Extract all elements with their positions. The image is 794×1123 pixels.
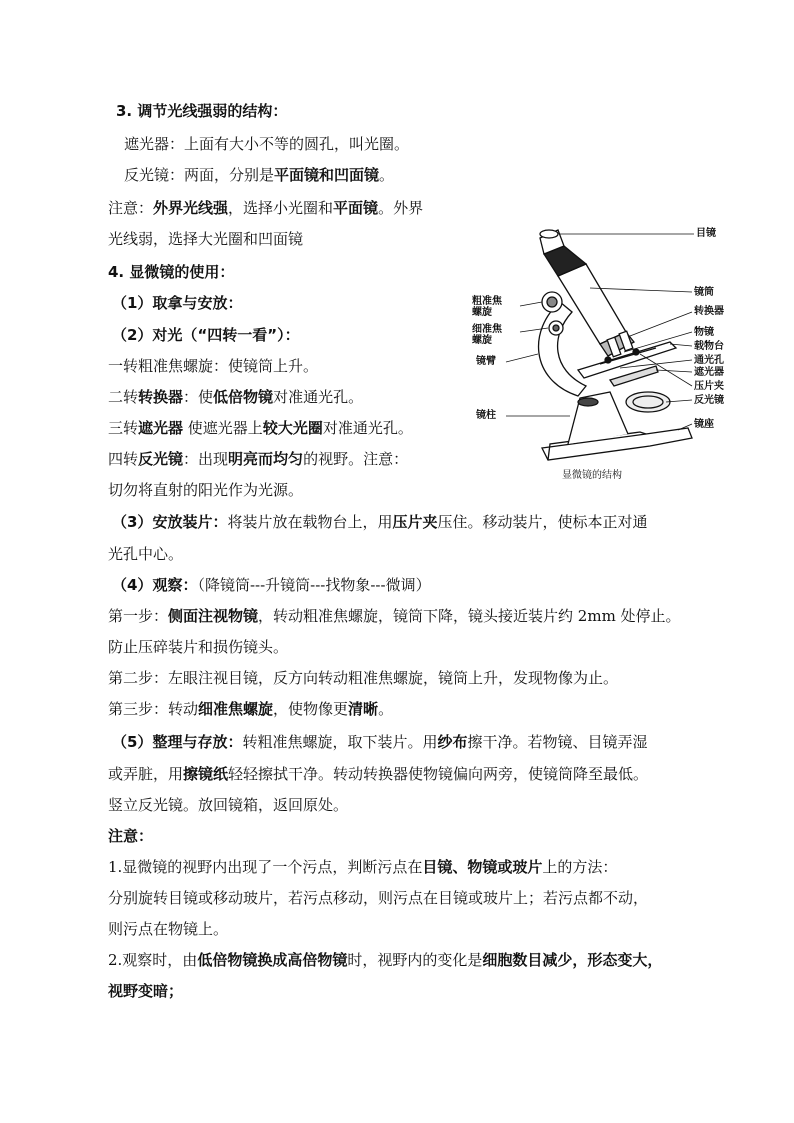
light-note-cont: 光线弱，选择大光圈和凹面镜	[108, 230, 304, 248]
turn-4-cont: 切勿将直射的阳光作为光源。	[108, 481, 304, 499]
microscope-figure	[460, 220, 750, 490]
figure-caption: 显微镜的结构	[562, 470, 622, 481]
note-1: 1.显微镜的视野内出现了一个污点，判断污点在目镜、物镜或玻片上的方法：	[108, 858, 618, 876]
step-3-cont: 光孔中心。	[108, 545, 184, 563]
label-eyepiece: 目镜	[696, 228, 716, 239]
label-stage: 载物台	[694, 341, 724, 352]
label-coarse-focus: 粗准焦 螺旋	[472, 296, 502, 318]
step-5-cont-2: 竖立反光镜。放回镜箱，返回原处。	[108, 796, 349, 814]
label-light-hole: 通光孔	[694, 355, 724, 366]
step-5-cont: 或弄脏，用擦镜纸轻轻擦拭干净。转动转换器使物镜偏向两旁，使镜筒降至最低。	[108, 765, 649, 783]
label-fine-focus: 细准焦 螺旋	[472, 324, 502, 346]
observe-step-2: 第二步：左眼注视目镜，反方向转动粗准焦螺旋，镜筒上升，发现物像为止。	[108, 669, 619, 687]
observe-step-1: 第一步：侧面注视物镜，转动粗准焦螺旋，镜筒下降，镜头接近装片约 2mm 处停止。	[108, 607, 681, 625]
step-1-title: （1）取拿与安放：	[112, 294, 243, 312]
section-3-title: 3. 调节光线强弱的结构：	[116, 102, 288, 120]
label-pillar: 镜柱	[476, 410, 496, 421]
step-3: （3）安放装片：将装片放在载物台上，用压片夹压住。移动装片，使标本正对通	[112, 513, 648, 531]
mirror-text: 反光镜：两面，分别是平面镜和凹面镜。	[124, 166, 395, 184]
label-nosepiece: 转换器	[694, 306, 724, 317]
step-5: （5）整理与存放：转粗准焦螺旋，取下装片。用纱布擦干净。若物镜、目镜弄湿	[112, 733, 648, 751]
observe-step-1-cont: 防止压碎装片和损伤镜头。	[108, 638, 289, 656]
diaphragm-text: 遮光器：上面有大小不等的圆孔，叫光圈。	[124, 135, 410, 153]
turn-4: 四转反光镜：出现明亮而均匀的视野。注意：	[108, 450, 409, 468]
observe-step-3: 第三步：转动细准焦螺旋，使物像更清晰。	[108, 700, 394, 718]
label-clip: 压片夹	[694, 381, 724, 392]
step-2-title: （2）对光（“四转一看”）：	[112, 326, 300, 344]
section-4-title: 4. 显微镜的使用：	[108, 263, 235, 281]
note-2-cont: 视野变暗；	[108, 982, 184, 1000]
label-mirror: 反光镜	[694, 395, 724, 406]
label-arm: 镜臂	[476, 356, 496, 367]
note-1-cont-2: 则污点在物镜上。	[108, 920, 229, 938]
label-diaphragm: 遮光器	[694, 367, 724, 378]
label-base: 镜座	[694, 419, 714, 430]
label-objective: 物镜	[694, 327, 714, 338]
turn-2: 二转转换器：使低倍物镜对准通光孔。	[108, 388, 364, 406]
note-1-cont: 分别旋转目镜或移动玻片，若污点移动，则污点在目镜或玻片上；若污点都不动，	[108, 889, 649, 907]
label-tube: 镜筒	[694, 287, 714, 298]
notes-title: 注意：	[108, 827, 154, 845]
turn-1: 一转粗准焦螺旋：使镜筒上升。	[108, 357, 319, 375]
note-2: 2.观察时，由低倍物镜换成高倍物镜时，视野内的变化是细胞数目减少，形态变大，	[108, 951, 663, 969]
turn-3: 三转遮光器 使遮光器上较大光圈对准通光孔。	[108, 419, 413, 437]
step-4: （4）观察：（降镜筒---升镜筒---找物象---微调）	[112, 576, 431, 594]
light-note: 注意：外界光线强，选择小光圈和平面镜。外界	[108, 199, 424, 217]
